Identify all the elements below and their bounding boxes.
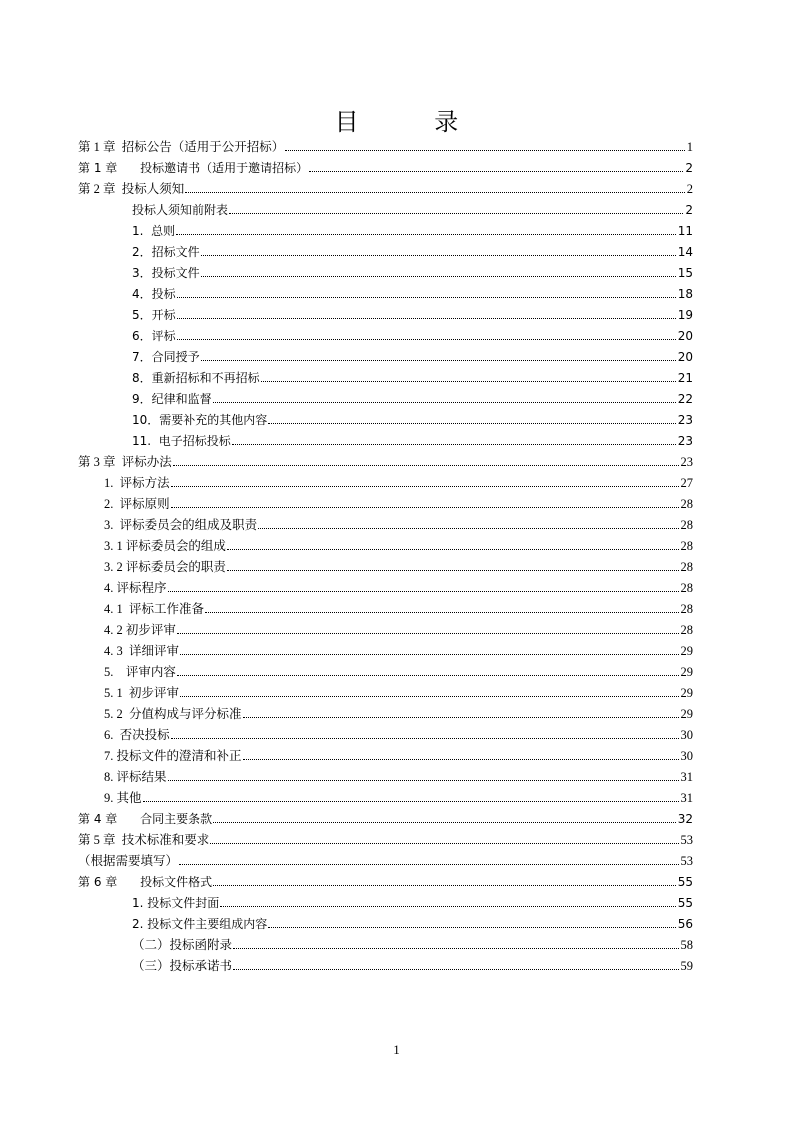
toc-entry-page: 30 bbox=[680, 749, 693, 763]
toc-entry-label: 3. 2 评标委员会的职责 bbox=[104, 560, 226, 574]
toc-entry-label: 10．需要补充的其他内容 bbox=[132, 413, 268, 427]
toc-entry-page: 15 bbox=[677, 266, 693, 280]
toc-entry[interactable] bbox=[132, 347, 693, 365]
toc-entry-label: 5. 1 初步评审 bbox=[104, 686, 180, 700]
toc-entry-page: 23 bbox=[677, 434, 693, 448]
toc-entry-page: 28 bbox=[680, 623, 693, 637]
toc-entry-page: 28 bbox=[680, 602, 693, 616]
toc-entry-page: 14 bbox=[677, 245, 693, 259]
toc-entry-label: 11. 电子招标投标 bbox=[132, 434, 231, 448]
toc-entry[interactable] bbox=[104, 683, 693, 701]
toc-entry[interactable] bbox=[132, 368, 693, 386]
dot-leader bbox=[177, 633, 679, 634]
toc-entry-label: 6. 否决投标 bbox=[104, 728, 170, 742]
dot-leader bbox=[177, 339, 676, 340]
toc-entry[interactable] bbox=[132, 956, 693, 974]
toc-entry-label: 4. 1 评标工作准备 bbox=[104, 602, 205, 616]
toc-entry-page: 20 bbox=[677, 350, 693, 364]
toc-entry[interactable] bbox=[104, 767, 693, 785]
toc-entry-label: 9．纪律和监督 bbox=[132, 392, 212, 406]
dot-leader bbox=[210, 843, 678, 844]
toc-entry-page: 2 bbox=[686, 182, 693, 196]
toc-entry[interactable] bbox=[78, 179, 693, 197]
toc-entry-page: 1 bbox=[686, 140, 693, 154]
dot-leader bbox=[243, 759, 679, 760]
toc-entry-page: 31 bbox=[680, 791, 693, 805]
toc-entry-page: 29 bbox=[680, 644, 693, 658]
toc-entry[interactable] bbox=[78, 851, 693, 869]
toc-entry-label: 4. 3 详细评审 bbox=[104, 644, 180, 658]
toc-entry[interactable] bbox=[132, 305, 693, 323]
dot-leader bbox=[258, 528, 678, 529]
toc-entry-label: 5．开标 bbox=[132, 308, 176, 322]
toc-entry[interactable] bbox=[104, 515, 693, 533]
toc-entry[interactable] bbox=[78, 158, 693, 176]
toc-entry-label: 2. 评标原则 bbox=[104, 497, 170, 511]
toc-entry-label: 3. 评标委员会的组成及职责 bbox=[104, 518, 258, 532]
dot-leader bbox=[201, 360, 676, 361]
toc-entry-label: 4．投标 bbox=[132, 287, 176, 301]
toc-entry-page: 20 bbox=[677, 329, 693, 343]
toc-entry[interactable] bbox=[104, 704, 693, 722]
toc-entry-page: 53 bbox=[680, 833, 693, 847]
dot-leader bbox=[143, 801, 679, 802]
toc-entry-label: 1. 总则 bbox=[132, 224, 176, 238]
toc-entry-page: 28 bbox=[680, 497, 693, 511]
dot-leader bbox=[179, 864, 678, 865]
toc-entry[interactable] bbox=[132, 389, 693, 407]
toc-entry[interactable] bbox=[78, 872, 693, 890]
dot-leader bbox=[171, 507, 679, 508]
toc-entry-page: 58 bbox=[680, 938, 693, 952]
toc-entry-label: 第 6 章 投标文件格式 bbox=[78, 875, 213, 889]
toc-entry[interactable] bbox=[104, 557, 693, 575]
toc-entry[interactable] bbox=[78, 809, 693, 827]
toc-entry-page: 29 bbox=[680, 707, 693, 721]
toc-entry-label: 第 3 章 评标办法 bbox=[78, 455, 172, 469]
toc-entry-page: 53 bbox=[680, 854, 693, 868]
toc-entry-label: 7. 投标文件的澄清和补正 bbox=[104, 749, 242, 763]
toc-entry[interactable] bbox=[132, 935, 693, 953]
dot-leader bbox=[201, 255, 676, 256]
toc-entry[interactable] bbox=[104, 788, 693, 806]
toc-entry[interactable] bbox=[132, 326, 693, 344]
toc-entry-label: 3．投标文件 bbox=[132, 266, 200, 280]
toc-entry-label: （二）投标函附录 bbox=[132, 938, 233, 952]
dot-leader bbox=[176, 234, 676, 235]
dot-leader bbox=[233, 948, 678, 949]
dot-leader bbox=[213, 402, 676, 403]
toc-entry-page: 28 bbox=[680, 560, 693, 574]
toc-entry-label: 第 4 章 合同主要条款 bbox=[78, 812, 213, 826]
toc-entry-page: 56 bbox=[677, 917, 693, 931]
dot-leader bbox=[232, 444, 676, 445]
toc-entry-label: （三）投标承诺书 bbox=[132, 959, 233, 973]
dot-leader bbox=[177, 297, 676, 298]
toc-entry-label: 5. 评审内容 bbox=[104, 665, 176, 679]
toc-entry-label: 5. 2 分值构成与评分标准 bbox=[104, 707, 242, 721]
dot-leader bbox=[227, 549, 679, 550]
toc-entry-page: 19 bbox=[677, 308, 693, 322]
toc-entry[interactable] bbox=[104, 620, 693, 638]
toc-entry-label: 8. 评标结果 bbox=[104, 770, 167, 784]
toc-entry[interactable] bbox=[104, 662, 693, 680]
toc-entry-page: 23 bbox=[677, 413, 693, 427]
toc-entry-page: 28 bbox=[680, 539, 693, 553]
toc-entry-page: 11 bbox=[677, 224, 693, 238]
page-number: 1 bbox=[393, 1042, 400, 1057]
dot-leader bbox=[173, 465, 679, 466]
toc-entry[interactable] bbox=[104, 746, 693, 764]
dot-leader bbox=[180, 654, 678, 655]
toc-entry-page: 30 bbox=[680, 728, 693, 742]
toc-entry-label: 第 1 章 投标邀请书（适用于邀请招标） bbox=[78, 161, 309, 175]
toc-entry[interactable] bbox=[132, 914, 693, 932]
toc-entry[interactable] bbox=[132, 893, 693, 911]
dot-leader bbox=[180, 696, 678, 697]
toc-entry-label: 第 5 章 技术标准和要求 bbox=[78, 833, 210, 847]
toc-entry-label: 1. 投标文件封面 bbox=[132, 896, 220, 910]
toc-entry[interactable] bbox=[78, 452, 693, 470]
toc-entry-page: 2 bbox=[685, 203, 693, 217]
toc-entry[interactable] bbox=[104, 578, 693, 596]
toc-entry[interactable] bbox=[132, 263, 693, 281]
toc-entry-page: 32 bbox=[677, 812, 693, 826]
toc-entry-label: （根据需要填写） bbox=[78, 854, 179, 868]
toc-entry-page: 21 bbox=[677, 371, 693, 385]
dot-leader bbox=[229, 213, 683, 214]
toc-entry-label: 4. 评标程序 bbox=[104, 581, 167, 595]
dot-leader bbox=[201, 276, 676, 277]
toc-entry[interactable] bbox=[104, 536, 693, 554]
toc-entry[interactable] bbox=[132, 410, 693, 428]
dot-leader bbox=[168, 591, 679, 592]
toc-entry-label: 投标人须知前附表 bbox=[132, 203, 229, 217]
dot-leader bbox=[177, 318, 676, 319]
dot-leader bbox=[268, 927, 675, 928]
toc-entry[interactable] bbox=[104, 494, 693, 512]
toc-entry-label: 3. 1 评标委员会的组成 bbox=[104, 539, 226, 553]
toc-entry-label: 第 2 章 投标人须知 bbox=[78, 182, 185, 196]
toc-entry-page: 23 bbox=[680, 455, 693, 469]
dot-leader bbox=[285, 150, 684, 151]
toc-entry-page: 27 bbox=[680, 476, 693, 490]
toc-entry[interactable] bbox=[78, 830, 693, 848]
dot-leader bbox=[309, 171, 683, 172]
dot-leader bbox=[171, 738, 679, 739]
toc-entry[interactable] bbox=[132, 221, 693, 239]
dot-leader bbox=[171, 486, 679, 487]
toc-entry-page: 28 bbox=[680, 581, 693, 595]
toc-entry[interactable] bbox=[132, 242, 693, 260]
toc-entry-label: 1. 评标方法 bbox=[104, 476, 170, 490]
toc-entry-label: 6．评标 bbox=[132, 329, 176, 343]
toc-entry[interactable] bbox=[104, 599, 693, 617]
toc-entry[interactable] bbox=[132, 284, 693, 302]
dot-leader bbox=[243, 717, 679, 718]
dot-leader bbox=[177, 675, 679, 676]
toc-entry[interactable] bbox=[104, 641, 693, 659]
dot-leader bbox=[213, 885, 676, 886]
toc-entry[interactable] bbox=[104, 725, 693, 743]
toc-entry-page: 22 bbox=[677, 392, 693, 406]
toc-entry-page: 29 bbox=[680, 686, 693, 700]
toc-entry-label: 7．合同授予 bbox=[132, 350, 200, 364]
toc-entry-label: 8．重新招标和不再招标 bbox=[132, 371, 260, 385]
toc-entry[interactable] bbox=[132, 431, 693, 449]
toc-entry-page: 28 bbox=[680, 518, 693, 532]
toc-entry-page: 55 bbox=[677, 896, 693, 910]
dot-leader bbox=[220, 906, 675, 907]
toc-entry-page: 31 bbox=[680, 770, 693, 784]
toc-entry-label: 2．招标文件 bbox=[132, 245, 200, 259]
dot-leader bbox=[168, 780, 679, 781]
toc-title: 目 录 bbox=[334, 108, 493, 136]
dot-leader bbox=[213, 822, 676, 823]
toc-entry-page: 29 bbox=[680, 665, 693, 679]
dot-leader bbox=[185, 192, 684, 193]
toc-entry-label: 9. 其他 bbox=[104, 791, 142, 805]
toc-entry-label: 4. 2 初步评审 bbox=[104, 623, 176, 637]
toc-entry-page: 55 bbox=[677, 875, 693, 889]
dot-leader bbox=[261, 381, 676, 382]
toc-entry-page: 2 bbox=[685, 161, 693, 175]
toc-entry-page: 59 bbox=[680, 959, 693, 973]
dot-leader bbox=[233, 969, 678, 970]
dot-leader bbox=[268, 423, 675, 424]
dot-leader bbox=[205, 612, 678, 613]
toc-entry-label: 2. 投标文件主要组成内容 bbox=[132, 917, 268, 931]
toc-entry-page: 18 bbox=[677, 287, 693, 301]
toc-entry[interactable] bbox=[104, 473, 693, 491]
toc-entry[interactable] bbox=[132, 200, 693, 218]
dot-leader bbox=[227, 570, 679, 571]
toc-entry-label: 第 1 章 招标公告（适用于公开招标） bbox=[78, 140, 285, 154]
toc-entry[interactable] bbox=[78, 137, 693, 155]
